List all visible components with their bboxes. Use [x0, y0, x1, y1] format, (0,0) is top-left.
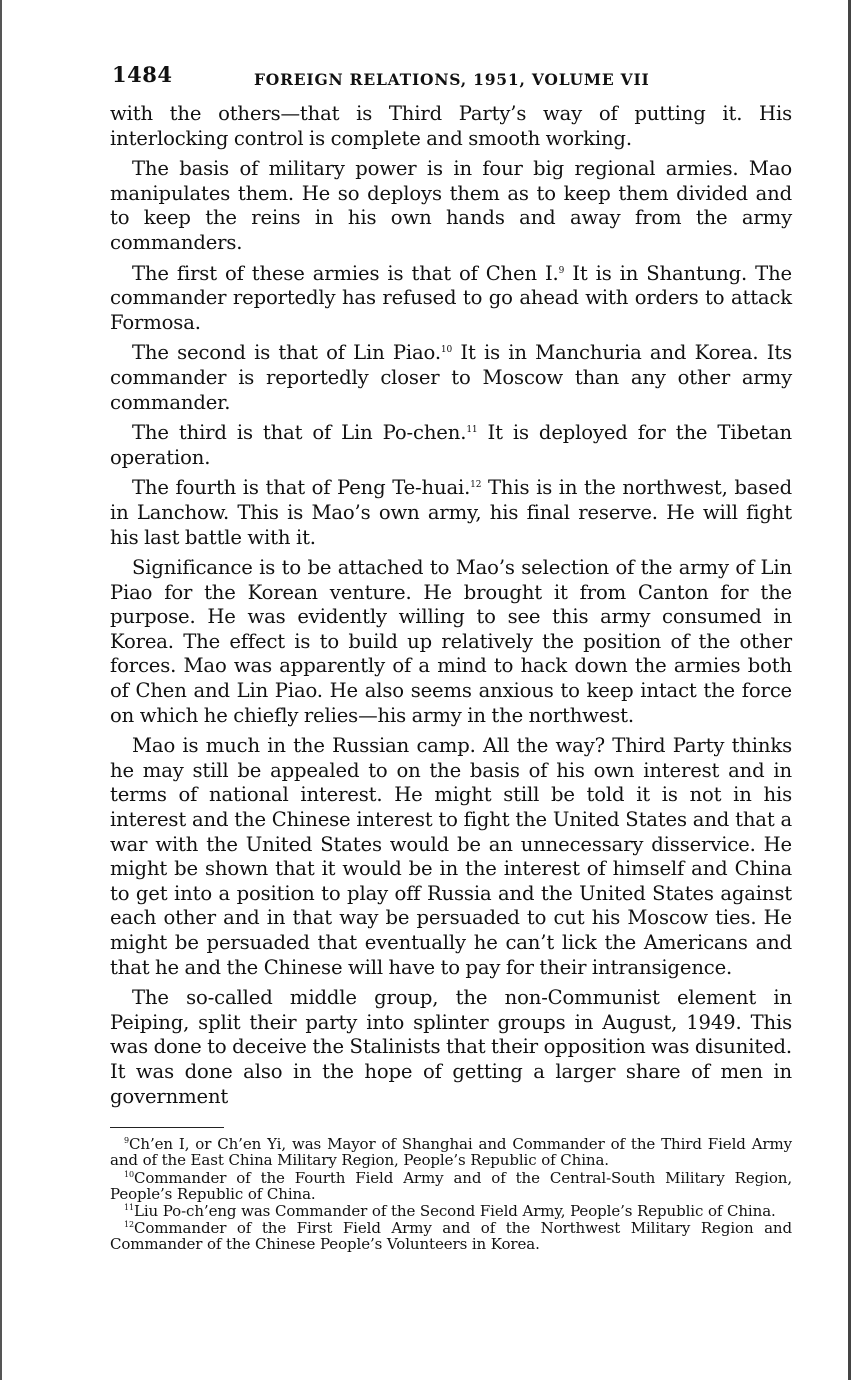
paragraph: The basis of military power is in four big regional armies. Mao manipulates them. He so deploys them as to keep them divided and to keep the reins in his own hands and away from the army commanders. — [110, 157, 792, 254]
paragraph-text: It is deployed for the Tibetan operation. — [110, 421, 793, 469]
footnote-ref: 9 — [558, 265, 565, 276]
page-header — [110, 58, 792, 102]
footnote — [110, 1203, 792, 1219]
paragraph — [110, 476, 792, 550]
footnote — [110, 1220, 792, 1252]
paragraph: with the others—that is Third Party’s way of putting it. His interlocking control is complete and smooth working. — [110, 102, 792, 150]
paragraph-text: This is in the northwest, based in Lanchow. This is Mao’s own army, his final reserve. He will fight his last battle with it. — [110, 476, 792, 549]
footnote-text: Ch’en I, or Ch’en Yi, was Mayor of Shanghai and Commander of the Third Field Army and of the East China Military Region, People’s Republic of China. — [110, 1135, 792, 1170]
footnote-number: 10 — [124, 1169, 134, 1179]
paragraph — [110, 341, 792, 415]
paragraph-text: The third is that of Lin Po-chen. — [132, 421, 467, 445]
footnote — [110, 1170, 792, 1202]
page-number: 1484 — [112, 62, 173, 87]
paragraph: The so-called middle group, the non-Communist element in Peiping, split their party into splinter groups in August, 1949. This was done to deceive the Stalinists that their opposition was disunited. It was done also in the hope of getting a larger share of men in government — [110, 986, 792, 1108]
footnote-ref: 11 — [466, 425, 478, 436]
footnote-number: 11 — [124, 1202, 134, 1212]
page-content — [110, 58, 792, 1254]
paragraph — [110, 262, 792, 336]
footnote-divider — [110, 1127, 224, 1128]
paragraph: Significance is to be attached to Mao’s selection of the army of Lin Piao for the Korean venture. He brought it from Canton for the purpose. He was evidently willing to see this army consumed in Korea. The effect is to build up relatively the position of the other forces. Mao was apparently of a mind to hack down the armies both of Chen and Lin Piao. He also seems anxious to keep intact the force on which he chiefly relies—his army in the northwest. — [110, 556, 792, 727]
footnote-ref: 10 — [440, 345, 453, 356]
paragraph: Mao is much in the Russian camp. All the way? Third Party thinks he may still be appealed to on the basis of his own interest and in terms of national interest. He might still be told it is not in his interest and the Chinese interest to fight the United States and that a war with the United States would be an unnecessary disservice. He might be shown that it would be in the interest of himself and China to get into a position to play off Russia and the United States against each other and in that way be persuaded to cut his Moscow ties. He might be persuaded that eventually he can’t lick the Americans and that he and the Chinese will have to pay for their intransigence. — [110, 734, 792, 979]
paragraph-text: The first of these armies is that of Chen I. — [132, 261, 559, 285]
footnote-ref: 12 — [470, 480, 482, 491]
footnote-number: 12 — [124, 1220, 134, 1230]
footnote-text: Commander of the Fourth Field Army and of the Central-South Military Region, People’s Republic of China. — [110, 1168, 792, 1203]
footnotes — [110, 1136, 792, 1252]
footnote-number: 9 — [124, 1136, 129, 1146]
footnote-text: Liu Po-ch’eng was Commander of the Second Field Army, People’s Republic of China. — [133, 1201, 776, 1220]
paragraph-text: The second is that of Lin Piao. — [132, 341, 441, 365]
body-text — [110, 102, 792, 1109]
footnote-text: Commander of the First Field Army and of the Northwest Military Region and Commander of the Chinese People’s Volunteers in Korea. — [110, 1219, 792, 1254]
running-head: FOREIGN RELATIONS, 1951, VOLUME VII — [254, 70, 650, 89]
paragraph-text: The fourth is that of Peng Te-huai. — [132, 476, 471, 500]
paragraph-text: It is in Shantung. The commander reportedly has refused to go ahead with orders to attack Formosa. — [110, 261, 792, 334]
paragraph-text: It is in Manchuria and Korea. Its commander is reportedly closer to Moscow than any other army commander. — [110, 341, 792, 414]
footnote — [110, 1136, 792, 1168]
paragraph — [110, 421, 792, 470]
